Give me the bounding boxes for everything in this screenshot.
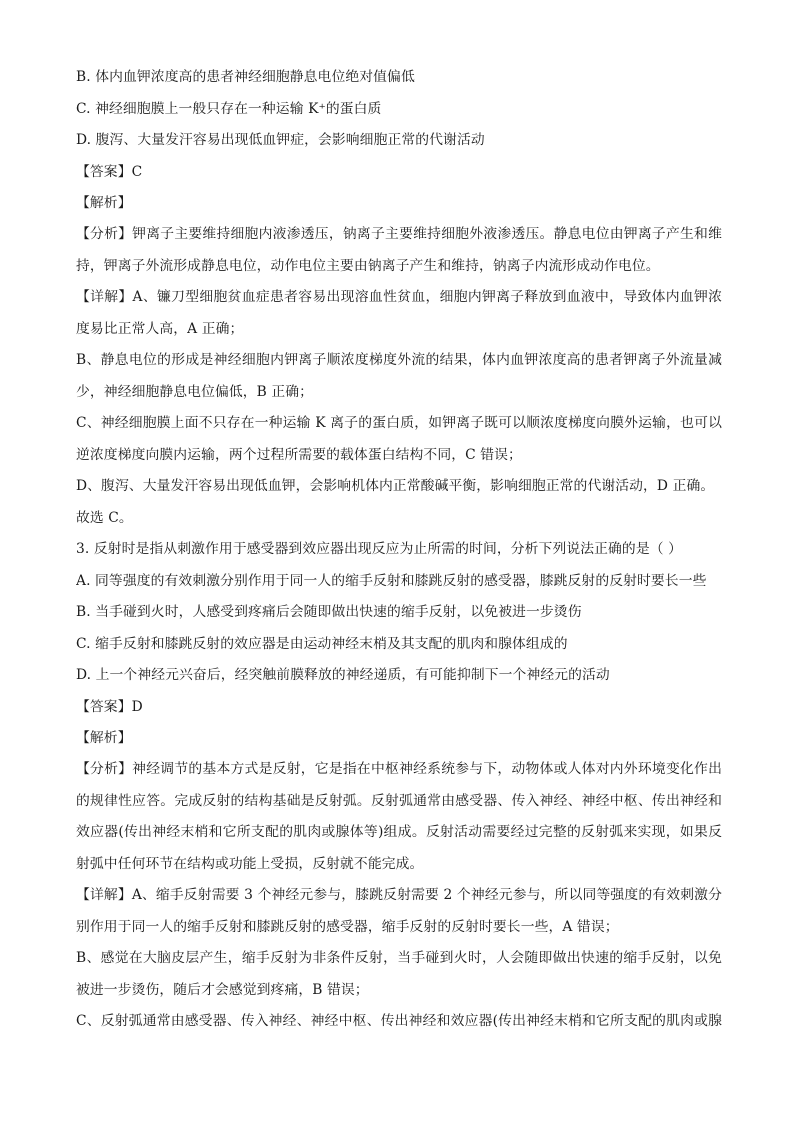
q3-detail-line: B、感觉在大脑皮层产生，缩手反射为非条件反射，当手碰到火时，人会随即做出快速的缩手反射，以免 xyxy=(76,950,722,966)
q3-answer: 【答案】D xyxy=(76,698,143,715)
q3-detail-line: C、反射弧通常由感受器、传入神经、神经中枢、传出神经和效应器(传出神经末梢和它所支配的肌肉或腺 xyxy=(76,1013,722,1029)
q2-option-c: C. 神经细胞膜上一般只存在一种运输 K⁺的蛋白质 xyxy=(76,100,382,117)
q2-analysis-line: 【分析】钾离子主要维持细胞内液渗透压，钠离子主要维持细胞外液渗透压。静息电位由钾离子产生和维 xyxy=(76,226,722,242)
q2-detail-line: C、神经细胞膜上面不只存在一种运输 K 离子的蛋白质，如钾离子既可以顺浓度梯度向膜外运输，也可以 xyxy=(76,415,722,431)
q3-analysis-line: 射弧中任何环节在结构或功能上受损，反射就不能完成。 xyxy=(76,855,424,872)
q3-option-a: A. 同等强度的有效刺激分别作用于同一人的缩手反射和膝跳反射的感受器，膝跳反射的反射时要长一些 xyxy=(76,572,707,589)
q2-option-b: B. 体内血钾浓度高的患者神经细胞静息电位绝对值偏低 xyxy=(76,69,415,85)
q3-detail-line: 被进一步烫伤，随后才会感觉到疼痛，B 错误； xyxy=(76,981,369,998)
q3-stem: 3. 反射时是指从刺激作用于感受器到效应器出现反应为止所需的时间，分析下列说法正确的是（ ） xyxy=(76,541,683,557)
q2-option-d: D. 腹泻、大量发汗容易出现低血钾症，会影响细胞正常的代谢活动 xyxy=(76,132,485,148)
q2-detail-line: 少，神经细胞静息电位偏低，B 正确； xyxy=(76,383,314,400)
q2-detail-line: 度易比正常人高，A 正确； xyxy=(76,320,244,337)
q2-detail-line: B、静息电位的形成是神经细胞内钾离子顺浓度梯度外流的结果，体内血钾浓度高的患者钾离子外流量减 xyxy=(76,352,722,368)
q2-answer: 【答案】C xyxy=(76,163,143,180)
q2-detail-line: 逆浓度梯度向膜内运输，两个过程所需要的载体蛋白结构不同，C 错误； xyxy=(76,446,522,463)
q2-analysis-heading: 【解析】 xyxy=(76,194,132,211)
q3-option-d: D. 上一个神经元兴奋后，经突触前膜释放的神经递质，有可能抑制下一个神经元的活动 xyxy=(76,667,610,683)
q2-detail-line: 故选 C。 xyxy=(76,509,133,526)
q3-detail-line: 别作用于同一人的缩手反射和膝跳反射的感受器，缩手反射的反射时要长一些，A 错误； xyxy=(76,918,619,935)
q3-analysis-heading: 【解析】 xyxy=(76,729,132,746)
q2-detail-line: 【详解】A、镰刀型细胞贫血症患者容易出现溶血性贫血，细胞内钾离子释放到血液中，导致体内血钾浓 xyxy=(76,289,722,305)
q3-option-c: C. 缩手反射和膝跳反射的效应器是由运动神经末梢及其支配的肌肉和腺体组成的 xyxy=(76,635,568,652)
q3-analysis-line: 【分析】神经调节的基本方式是反射，它是指在中枢神经系统参与下，动物体或人体对内外环境变化作出 xyxy=(76,761,722,777)
q3-analysis-line: 的规律性应答。完成反射的结构基础是反射弧。反射弧通常由感受器、传入神经、神经中枢、传出神经和 xyxy=(76,792,722,809)
q3-option-b: B. 当手碰到火时，人感受到疼痛后会随即做出快速的缩手反射，以免被进一步烫伤 xyxy=(76,604,582,620)
q3-detail-line: 【详解】A、缩手反射需要 3 个神经元参与，膝跳反射需要 2 个神经元参与，所以同等强度的有效刺激分 xyxy=(76,887,722,903)
q3-analysis-line: 效应器(传出神经末梢和它所支配的肌肉或腺体等)组成。反射活动需要经过完整的反射弧来实现，如果反 xyxy=(76,824,722,840)
q2-detail-line: D、腹泻、大量发汗容易出现低血钾，会影响机体内正常酸碱平衡，影响细胞正常的代谢活动，D 正确。 xyxy=(76,478,715,494)
q2-analysis-line: 持，钾离子外流形成静息电位，动作电位主要由钠离子产生和维持，钠离子内流形成动作电位。 xyxy=(76,257,660,274)
